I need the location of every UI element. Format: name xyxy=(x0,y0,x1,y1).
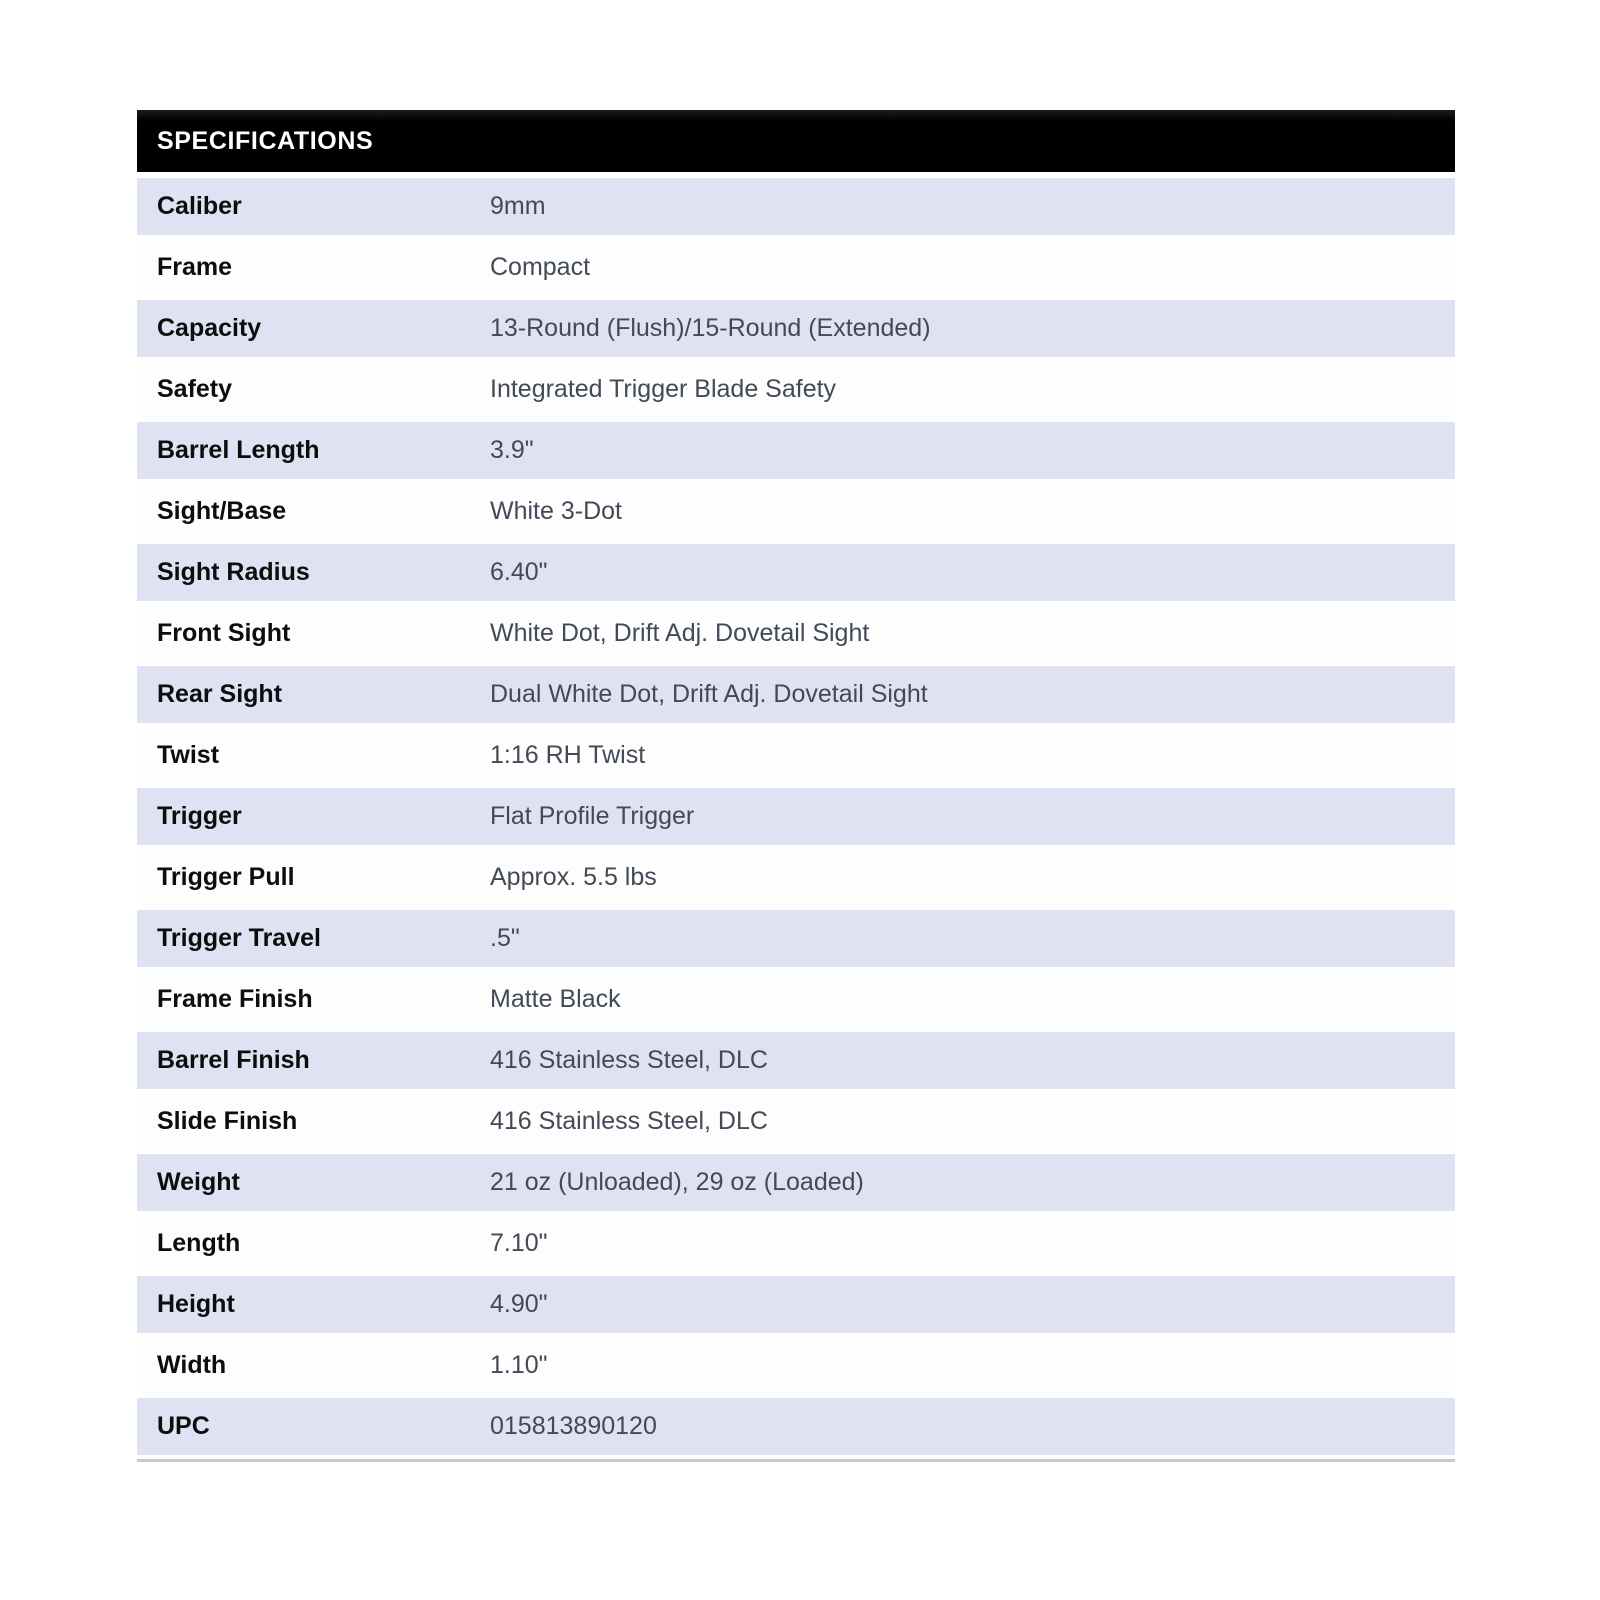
table-row xyxy=(137,1032,1455,1089)
spec-label: Capacity xyxy=(157,314,262,342)
specifications-header xyxy=(137,110,1455,172)
table-row xyxy=(137,483,1455,540)
spec-value: .5" xyxy=(490,924,520,952)
spec-label: Sight/Base xyxy=(157,497,287,525)
table-row xyxy=(137,727,1455,784)
spec-label: Rear Sight xyxy=(157,680,283,708)
spec-label: Height xyxy=(157,1290,235,1318)
table-row xyxy=(137,1215,1455,1272)
table-row xyxy=(137,1093,1455,1150)
spec-value: Flat Profile Trigger xyxy=(490,802,695,830)
table-row xyxy=(137,361,1455,418)
table-row xyxy=(137,422,1455,479)
spec-label: UPC xyxy=(157,1412,210,1440)
spec-label: Slide Finish xyxy=(157,1107,298,1135)
spec-label: Frame Finish xyxy=(157,985,313,1013)
spec-label: Twist xyxy=(157,741,220,769)
specifications-table xyxy=(137,110,1455,1462)
specifications-title: SPECIFICATIONS xyxy=(157,126,374,155)
spec-value: 015813890120 xyxy=(490,1412,657,1440)
spec-label: Trigger Travel xyxy=(157,924,321,952)
table-row xyxy=(137,239,1455,296)
spec-value: Compact xyxy=(490,253,591,281)
spec-label: Trigger Pull xyxy=(157,863,295,891)
spec-value: 4.90" xyxy=(490,1290,548,1318)
spec-value: 416 Stainless Steel, DLC xyxy=(490,1046,768,1074)
table-row xyxy=(137,849,1455,906)
table-row xyxy=(137,1337,1455,1394)
spec-table-body xyxy=(137,178,1455,1455)
table-row xyxy=(137,1276,1455,1333)
spec-label: Length xyxy=(157,1229,241,1257)
spec-label: Frame xyxy=(157,253,233,281)
spec-value: 9mm xyxy=(490,192,546,220)
table-bottom-edge xyxy=(137,1459,1455,1462)
spec-value: 1.10" xyxy=(490,1351,548,1379)
table-row xyxy=(137,178,1455,235)
table-row xyxy=(137,788,1455,845)
spec-value: Dual White Dot, Drift Adj. Dovetail Sight xyxy=(490,680,928,708)
spec-label: Front Sight xyxy=(157,619,291,647)
table-row xyxy=(137,1398,1455,1455)
spec-value: 13-Round (Flush)/15-Round (Extended) xyxy=(490,314,931,342)
table-row xyxy=(137,544,1455,601)
spec-value: Matte Black xyxy=(490,985,621,1013)
table-row xyxy=(137,971,1455,1028)
spec-value: Approx. 5.5 lbs xyxy=(490,863,657,891)
table-row xyxy=(137,300,1455,357)
spec-value: 3.9" xyxy=(490,436,534,464)
spec-value: White Dot, Drift Adj. Dovetail Sight xyxy=(490,619,870,647)
table-row xyxy=(137,605,1455,662)
spec-value: 416 Stainless Steel, DLC xyxy=(490,1107,768,1135)
table-row xyxy=(137,1154,1455,1211)
spec-value: 21 oz (Unloaded), 29 oz (Loaded) xyxy=(490,1168,864,1196)
table-row xyxy=(137,666,1455,723)
spec-label: Weight xyxy=(157,1168,240,1196)
spec-label: Sight Radius xyxy=(157,558,310,586)
spec-label: Trigger xyxy=(157,802,242,830)
spec-value: White 3-Dot xyxy=(490,497,622,525)
spec-value: 7.10" xyxy=(490,1229,548,1257)
spec-label: Safety xyxy=(157,375,233,403)
spec-label: Width xyxy=(157,1351,227,1379)
spec-value: 6.40" xyxy=(490,558,548,586)
spec-label: Barrel Finish xyxy=(157,1046,310,1074)
spec-label: Caliber xyxy=(157,192,242,220)
spec-label: Barrel Length xyxy=(157,436,320,464)
table-row xyxy=(137,910,1455,967)
spec-value: 1:16 RH Twist xyxy=(490,741,646,769)
spec-value: Integrated Trigger Blade Safety xyxy=(490,375,837,403)
